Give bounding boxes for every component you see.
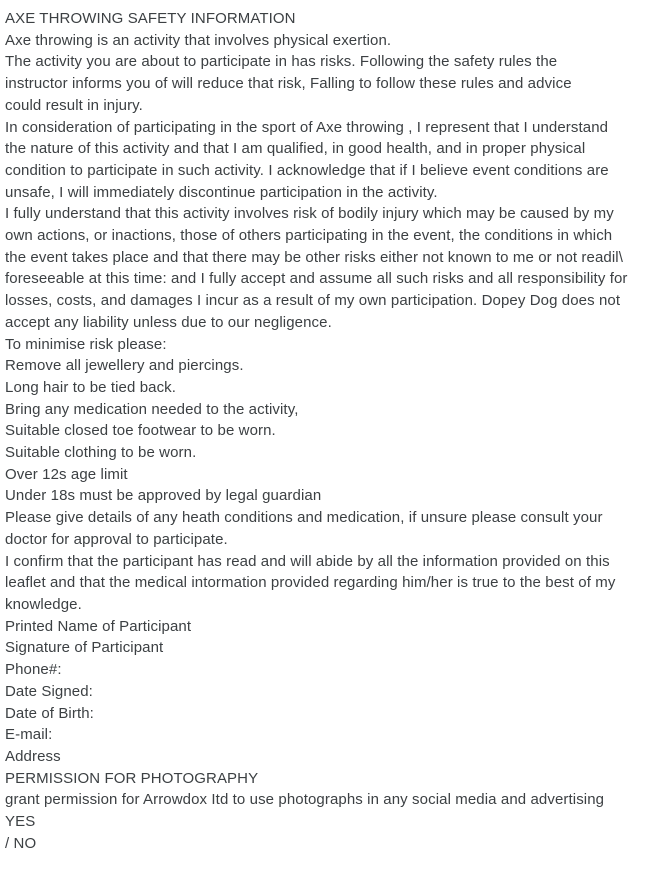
photography-yes-option: YES [5,813,36,831]
form-field-label-phone: Phone#: [5,661,62,679]
photography-heading: PERMISSION FOR PHOTOGRAPHY [5,769,259,787]
document-title: AXE THROWING SAFETY INFORMATION [5,10,296,27]
risk-acceptance-section [5,203,661,333]
medical-advice-section [5,507,661,550]
intro-line: The activity you are about to participate in has risks. Following the safety rules the [5,53,558,71]
form-field-label-date-of-birth: Date of Birth: [5,704,94,722]
photography-no-option: / NO [5,834,37,852]
representation-line: condition to participate in such activity. I acknowledge that if I believe event conditions are [5,161,609,179]
representation-line: In consideration of participating in the sport of Axe throwing , I represent that I understand [5,118,609,136]
risk-rule-item: Bring any medication needed to the activity, [5,400,299,418]
intro-line: instructor informs you of will reduce that risk, Falling to follow these rules and advice [5,75,572,93]
risk-acceptance-line: losses, costs, and damages I incur as a result of my own participation. Dopey Dog does not [5,292,621,310]
form-field-label-printed-name: Printed Name of Participant [5,617,192,635]
form-field-label-address: Address [5,747,61,765]
confirmation-line: leaflet and that the medical intormation provided regarding him/her is true to the best of my [5,574,616,592]
photography-grant-line: grant permission for Arrowdox Itd to use photographs in any social media and advertising [5,791,605,809]
confirmation-section [5,551,661,616]
intro-line: could result in injury. [5,96,143,114]
risk-rule-item: Under 18s must be approved by legal guardian [5,487,322,505]
representation-line: unsafe, I will immediately discontinue participation in the activity. [5,183,438,201]
risk-rule-item: Suitable clothing to be worn. [5,444,197,462]
intro-section [5,30,661,117]
representation-line: the nature of this activity and that I am qualified, in good health, and in proper physical [5,140,586,158]
form-field-label-signature: Signature of Participant [5,639,164,657]
risk-rules-section [5,334,661,508]
confirmation-line: I confirm that the participant has read and will abide by all the information provided on this [5,552,610,570]
medical-advice-line: Please give details of any heath conditions and medication, if unsure please consult your [5,509,603,527]
risk-acceptance-line: the event takes place and that there may be other risks either not known to me or not readil\ [5,248,623,266]
representation-section [5,117,661,204]
risk-rules-heading: To minimise risk please: [5,335,167,353]
photography-permission-section [5,768,661,855]
risk-rule-item: Suitable closed toe footwear to be worn. [5,422,276,440]
confirmation-line: knowledge. [5,595,82,613]
risk-acceptance-line: accept any liability unless due to our negligence. [5,313,332,331]
risk-acceptance-line: foreseeable at this time: and I fully accept and assume all such risks and all responsibility for [5,270,628,288]
participant-form-fields [5,616,661,768]
risk-acceptance-line: I fully understand that this activity involves risk of bodily injury which may be caused by my [5,205,614,223]
form-field-label-date-signed: Date Signed: [5,682,93,700]
medical-advice-line: doctor for approval to participate. [5,530,228,548]
risk-rule-item: Over 12s age limit [5,465,128,483]
risk-rule-item: Remove all jewellery and piercings. [5,357,244,375]
intro-line: Axe throwing is an activity that involves physical exertion. [5,31,392,49]
risk-acceptance-line: own actions, or inactions, those of others participating in the event, the conditions in which [5,227,613,245]
risk-rule-item: Long hair to be tied back. [5,378,177,396]
form-field-label-email: E-mail: [5,726,53,744]
